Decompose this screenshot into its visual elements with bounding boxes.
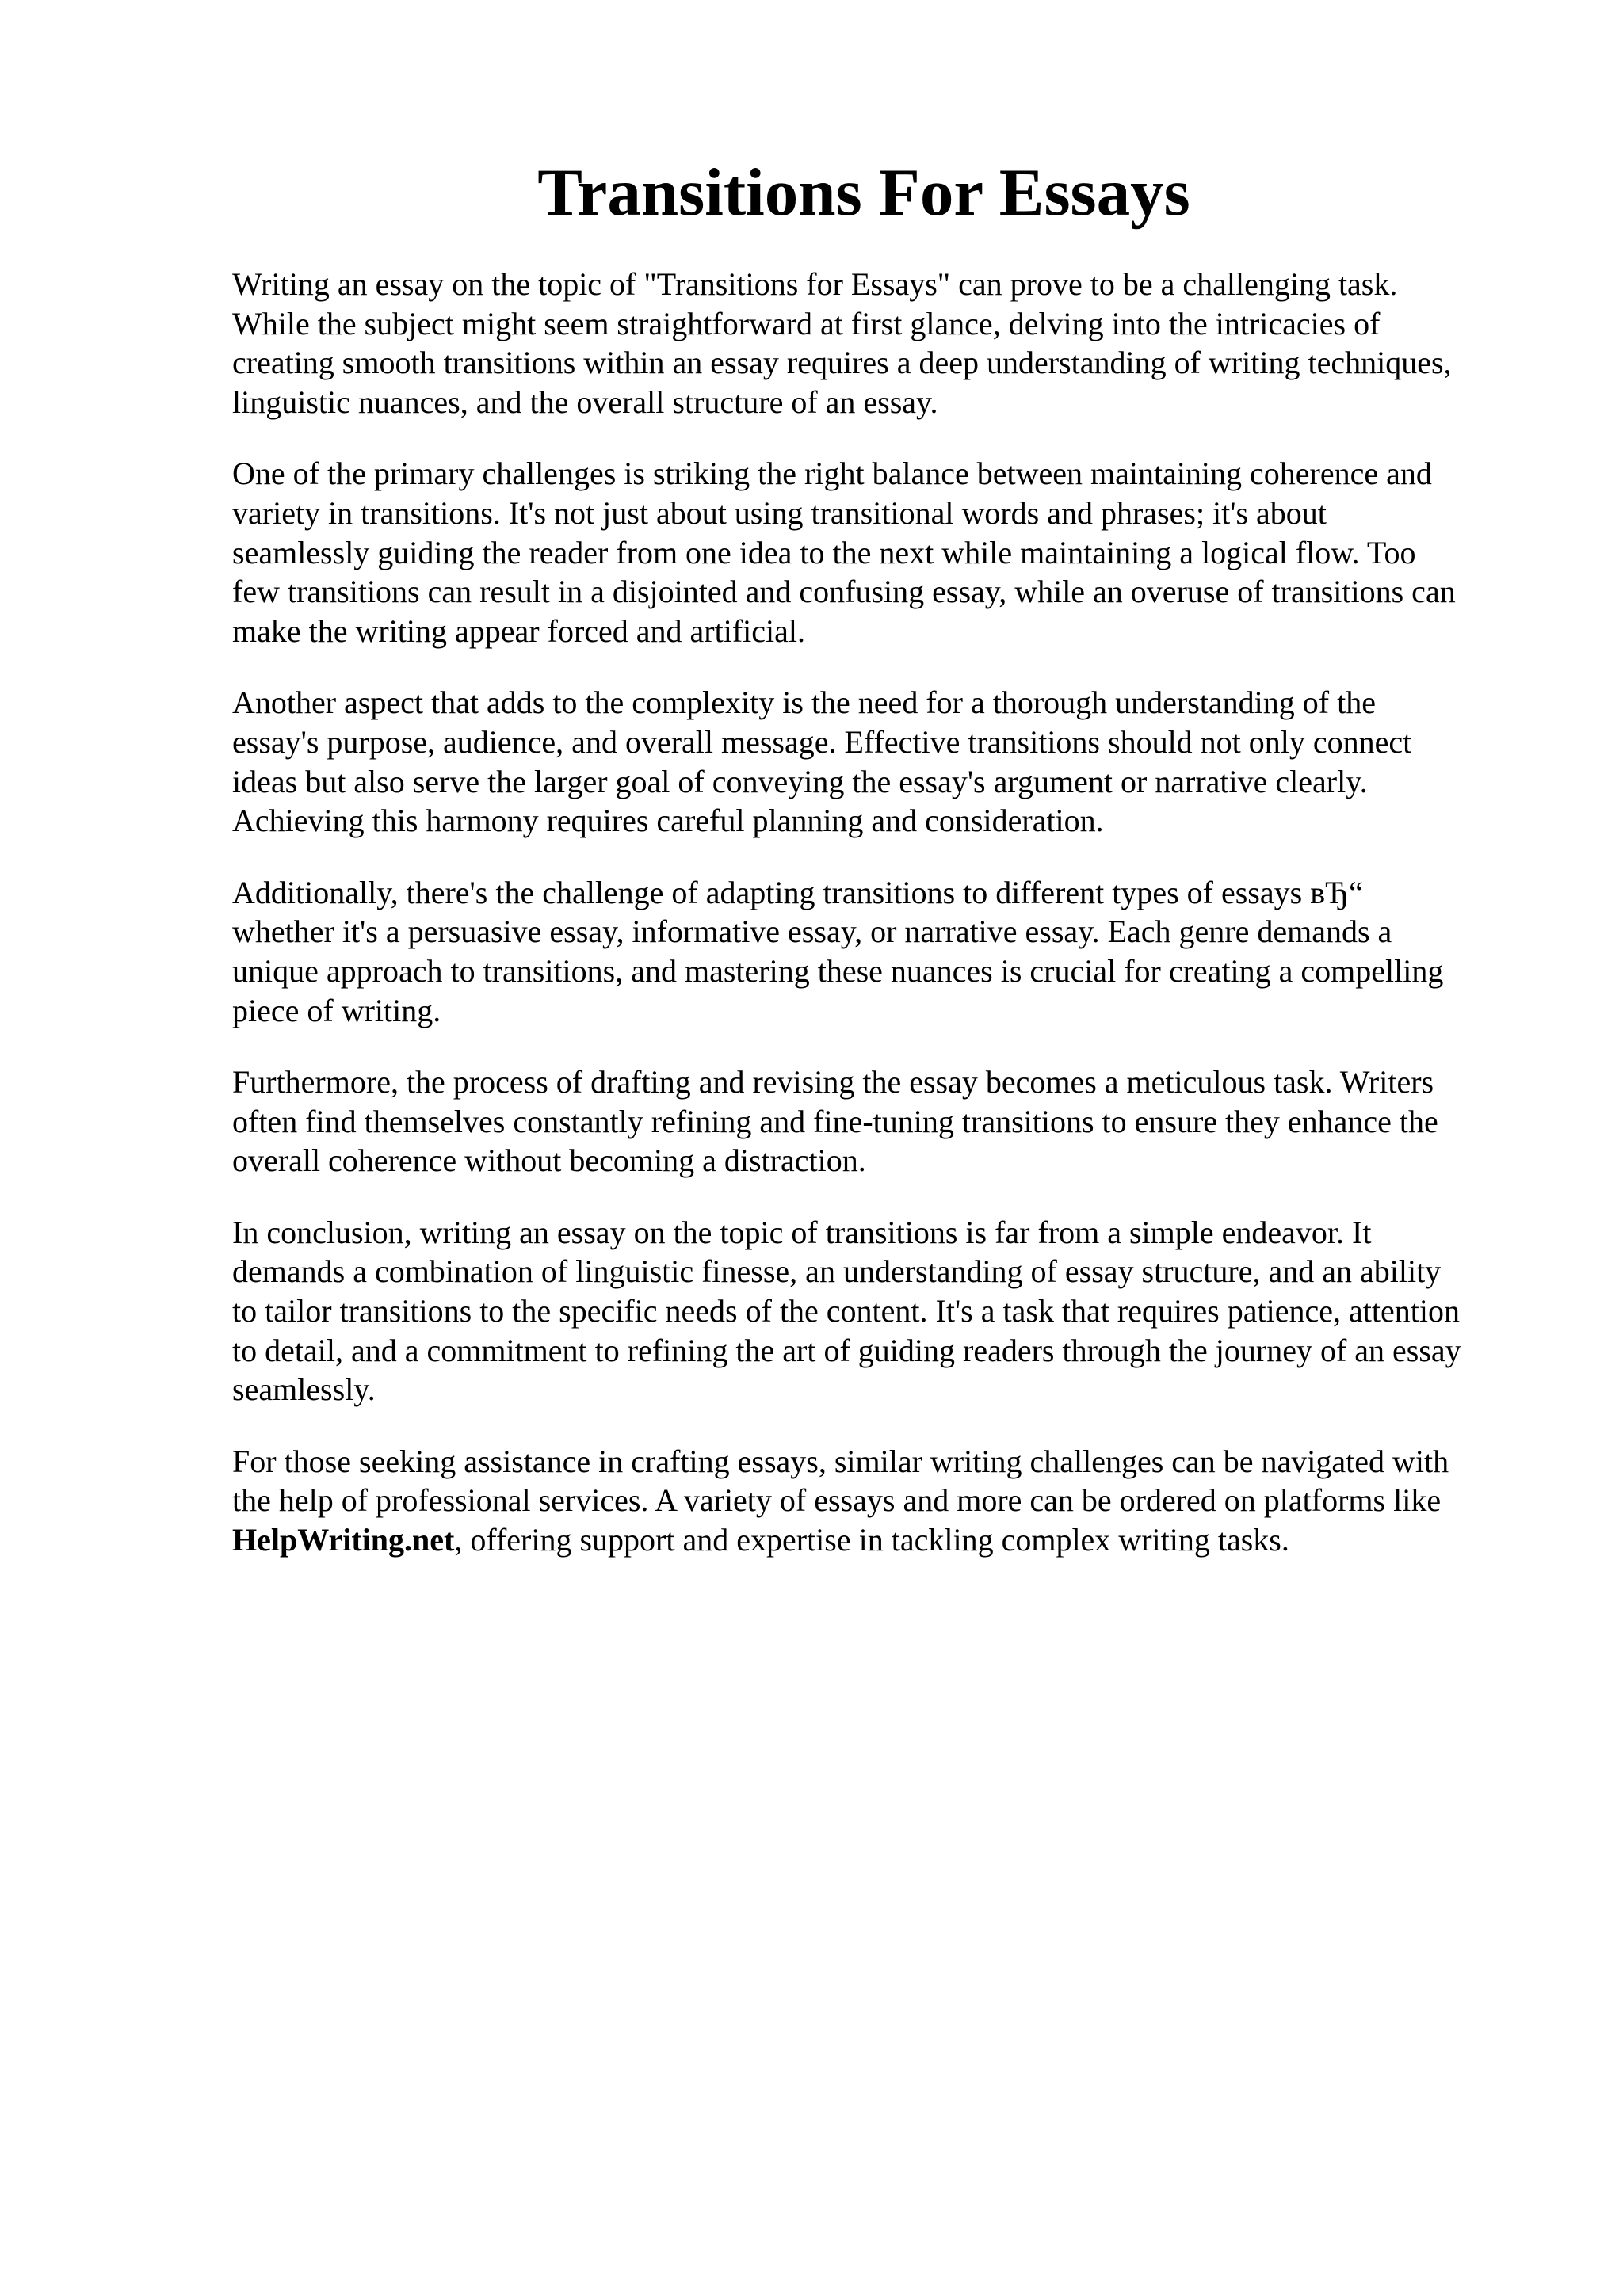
text-line: the help of professional services. A variety of essays and more can be ordered on platforms like bbox=[232, 1482, 1442, 1519]
document-body bbox=[232, 265, 1532, 1592]
text-line: piece of writing. bbox=[232, 992, 441, 1028]
text-line: make the writing appear forced and artificial. bbox=[232, 612, 805, 649]
text-line: few transitions can result in a disjointed and confusing essay, while an overuse of transitions can bbox=[232, 574, 1456, 610]
text-line: creating smooth transitions within an essay requires a deep understanding of writing techniques, bbox=[232, 345, 1452, 381]
text-line: unique approach to transitions, and mastering these nuances is crucial for creating a compelling bbox=[232, 952, 1444, 989]
text-line: In conclusion, writing an essay on the topic of transitions is far from a simple endeavor. It bbox=[232, 1214, 1372, 1250]
text-line: to tailor transitions to the specific needs of the content. It's a task that requires patience, attention bbox=[232, 1293, 1460, 1329]
paragraph-drafting bbox=[232, 1062, 1532, 1180]
text-line: Another aspect that adds to the complexity is the need for a thorough understanding of the bbox=[232, 685, 1376, 721]
paragraph-closing bbox=[232, 1442, 1532, 1560]
text-line: While the subject might seem straightforward at first glance, delving into the intricacies of bbox=[232, 305, 1381, 341]
text-line: Additionally, there's the challenge of adapting transitions to different types of essays вЂ“ bbox=[232, 874, 1363, 910]
paragraph-challenges bbox=[232, 454, 1532, 650]
text-line: seamlessly guiding the reader from one idea to the next while maintaining a logical flow. Too bbox=[232, 534, 1416, 570]
text-line: variety in transitions. It's not just about using transitional words and phrases; it's about bbox=[232, 494, 1327, 531]
text-line: to detail, and a commitment to refining the art of guiding readers through the journey of an essay bbox=[232, 1332, 1461, 1368]
text-line: seamlessly. bbox=[232, 1371, 376, 1408]
closing-line-rest: , offering support and expertise in tackling complex writing tasks. bbox=[454, 1522, 1289, 1558]
text-line: Writing an essay on the topic of "Transitions for Essays" can prove to be a challenging task. bbox=[232, 266, 1398, 302]
text-line: often find themselves constantly refining and fine-tuning transitions to ensure they enhance the bbox=[232, 1103, 1438, 1139]
text-line: linguistic nuances, and the overall structure of an essay. bbox=[232, 383, 938, 420]
text-line: overall coherence without becoming a distraction. bbox=[232, 1142, 866, 1179]
text-line: essay's purpose, audience, and overall message. Effective transitions should not only connect bbox=[232, 723, 1412, 760]
text-line: demands a combination of linguistic finesse, an understanding of essay structure, and an ability bbox=[232, 1253, 1442, 1290]
helpwriting-brand-name: HelpWriting.net bbox=[232, 1522, 455, 1558]
paragraph-conclusion bbox=[232, 1213, 1532, 1409]
text-line bbox=[232, 1520, 1532, 1560]
text-line: Furthermore, the process of drafting and revising the essay becomes a meticulous task. Writers bbox=[232, 1064, 1434, 1100]
document-title: Transitions For Essays bbox=[537, 155, 1190, 230]
text-line: whether it's a persuasive essay, informative essay, or narrative essay. Each genre demands a bbox=[232, 913, 1392, 950]
text-line: One of the primary challenges is striking the right balance between maintaining coherence and bbox=[232, 456, 1432, 492]
text-line: ideas but also serve the larger goal of conveying the essay's argument or narrative clearly. bbox=[232, 763, 1368, 799]
paragraph-intro bbox=[232, 265, 1532, 421]
text-line: Achieving this harmony requires careful planning and consideration. bbox=[232, 803, 1104, 839]
paragraph-essay-types bbox=[232, 873, 1532, 1030]
text-line: For those seeking assistance in crafting essays, similar writing challenges can be navigated with bbox=[232, 1443, 1449, 1479]
paragraph-complexity bbox=[232, 683, 1532, 840]
